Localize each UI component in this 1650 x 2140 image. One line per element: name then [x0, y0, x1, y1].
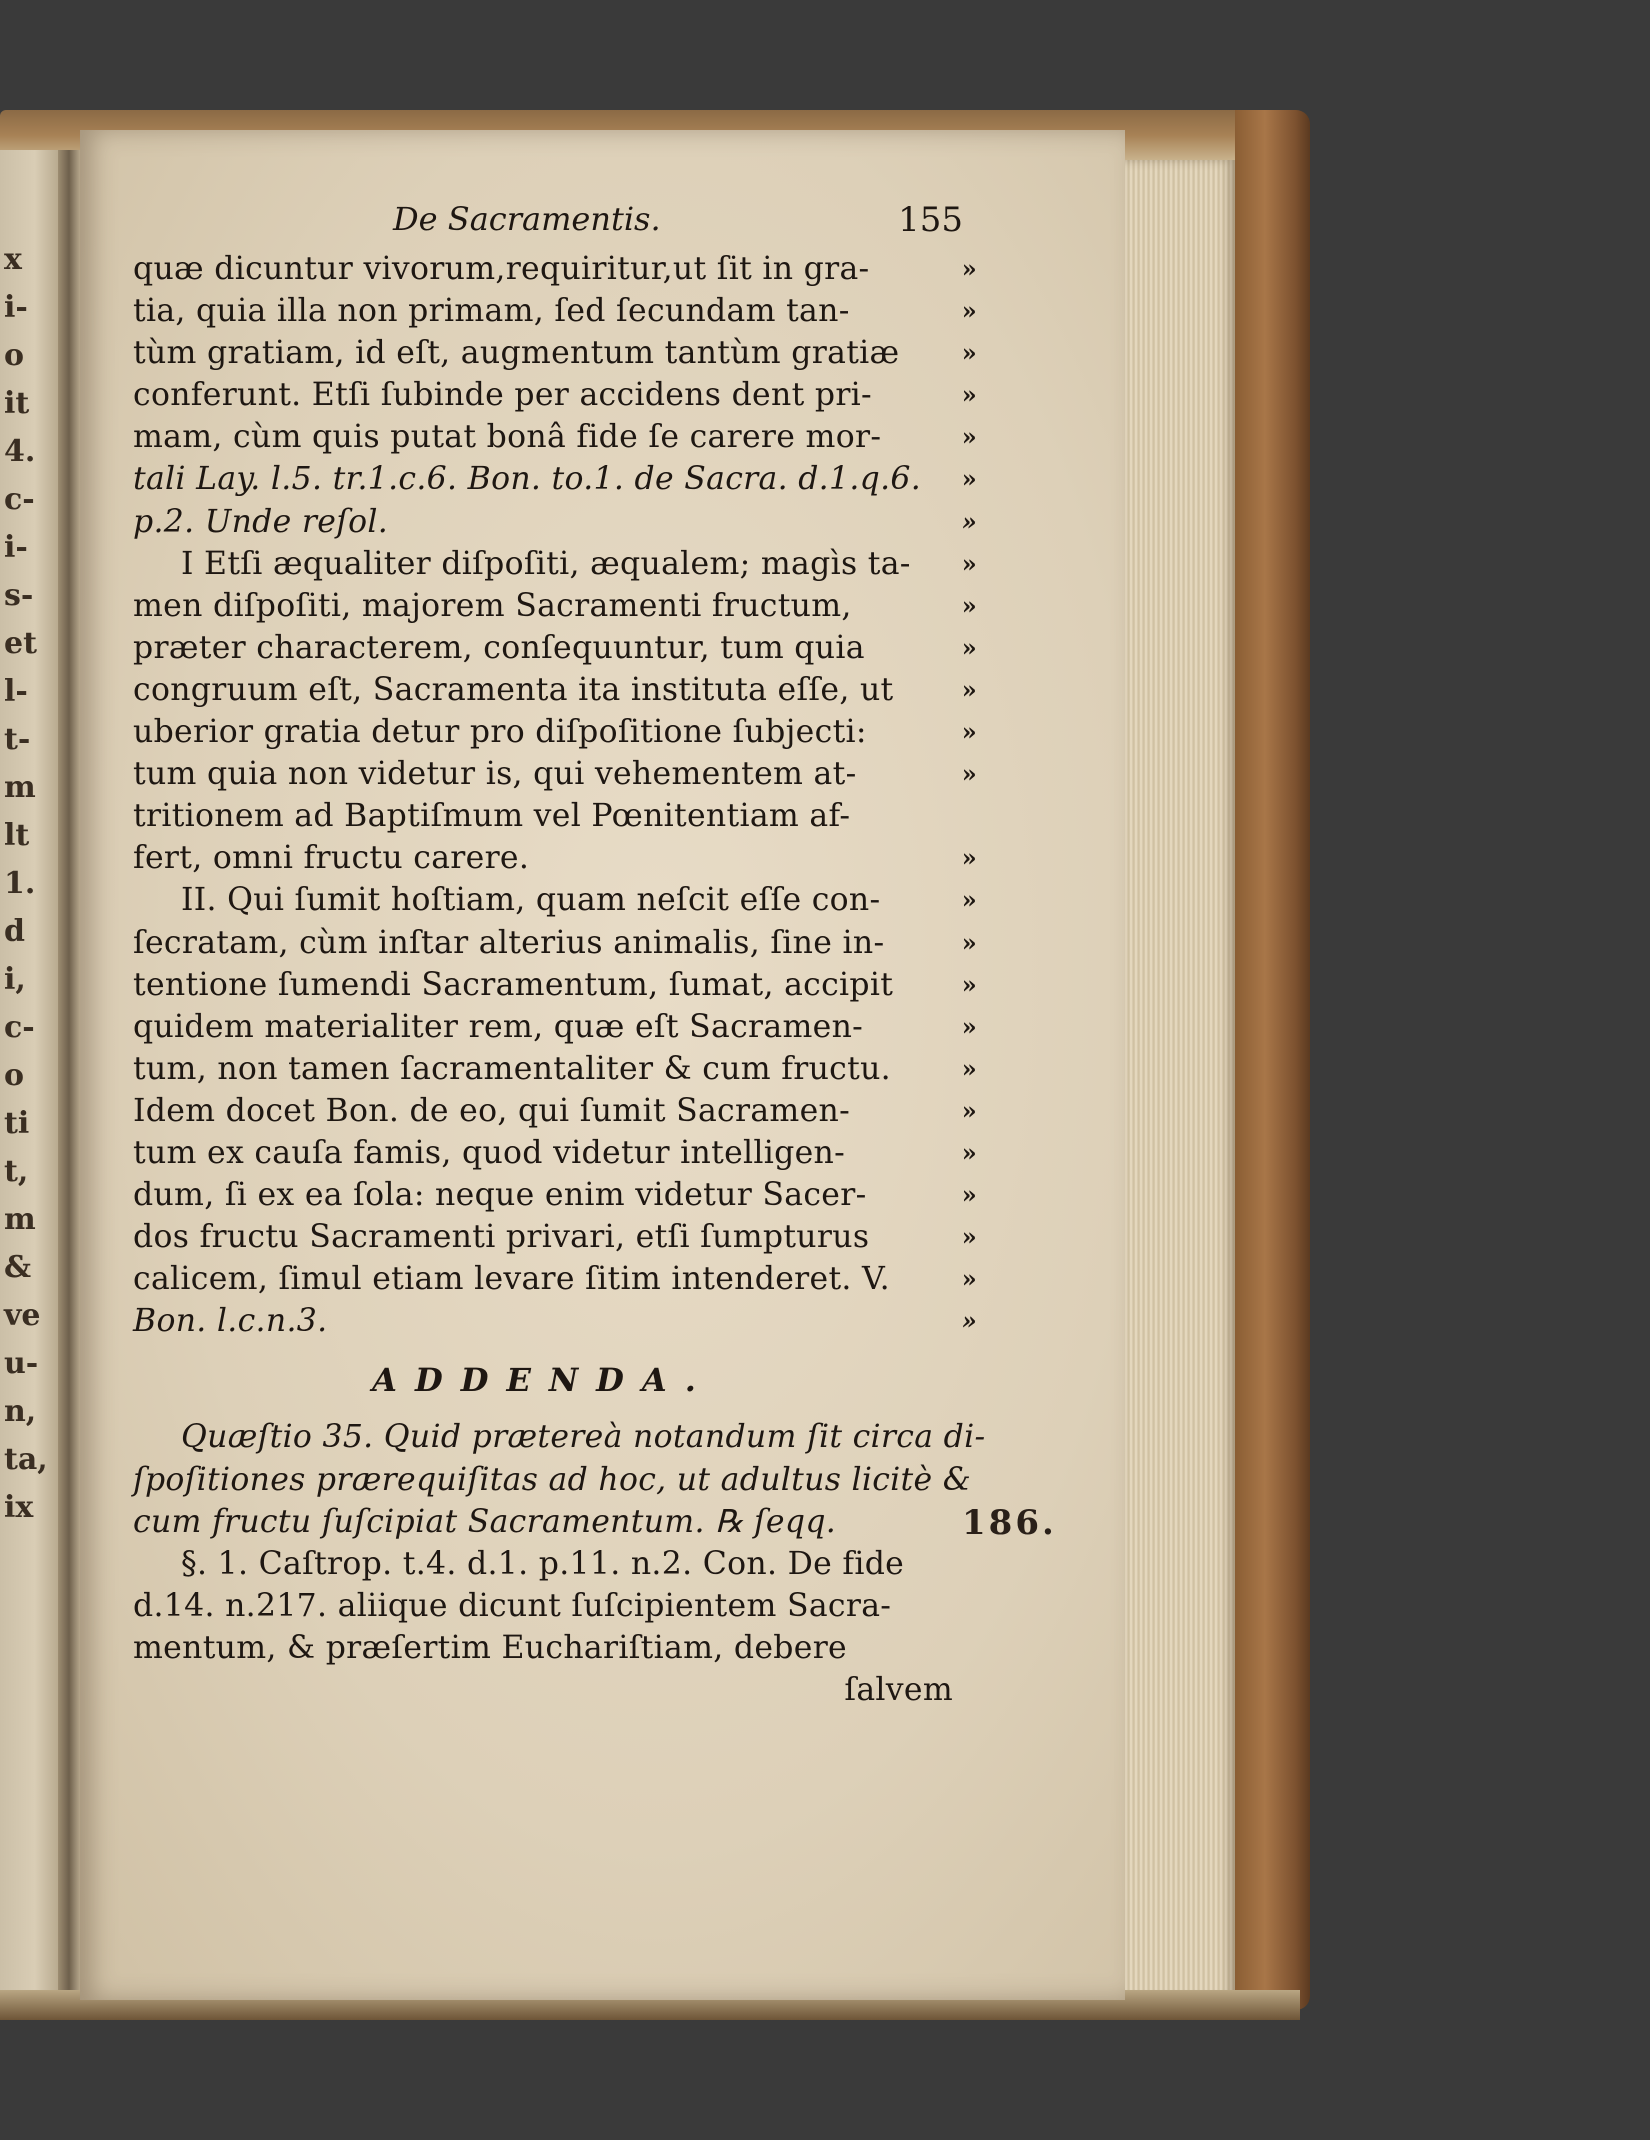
- text-line: [133, 711, 977, 753]
- line-text: quæ dicuntur vivorum,requiritur,ut ſit in gra-: [133, 251, 870, 287]
- side-note-number: 186.: [962, 1503, 1057, 1543]
- quote-mark: »: [961, 843, 977, 873]
- line-text: uberior gratia detur pro diſpoſitione ſubjecti:: [133, 714, 867, 751]
- quote-mark: »: [961, 506, 977, 536]
- left-page-fragment: c-: [4, 1010, 35, 1045]
- page-number: 155: [898, 200, 963, 240]
- line-text: tritionem ad Baptiſmum vel Pœnitentiam af-: [133, 798, 851, 835]
- addenda-line: ſpoſitiones prærequiſitas ad hoc, ut adultus licitè &: [133, 1461, 972, 1498]
- line-text: congruum eſt, Sacramenta ita instituta eſſe, ut: [133, 671, 894, 708]
- left-page-fragment: ta,: [4, 1442, 48, 1477]
- line-text: dos fructu Sacramenti privari, etſi ſumpturus: [133, 1219, 870, 1256]
- book-cover-edge: [1235, 110, 1310, 2010]
- left-page-fragment: d: [4, 914, 25, 949]
- text-line: [133, 837, 977, 879]
- addenda-line: Quæſtio 35. Quid prætereà notandum ſit circa di-: [181, 1419, 986, 1456]
- quote-mark: »: [961, 1053, 977, 1083]
- left-page-fragment: m: [4, 770, 36, 805]
- addenda-line: mentum, & præſertim Euchariſtiam, debere: [133, 1629, 847, 1666]
- text-line: [133, 501, 977, 543]
- left-page-fragment: 1.: [4, 866, 36, 901]
- left-page-fragment: &: [4, 1250, 32, 1285]
- line-text: tùm gratiam, id eſt, augmentum tantùm gratiæ: [133, 335, 900, 372]
- left-page-fragment: c-: [4, 482, 35, 517]
- text-block: [133, 200, 986, 1711]
- text-line: [133, 1090, 977, 1132]
- line-text: p.2. Unde reſol.: [133, 503, 389, 540]
- left-page-fragment: ve: [4, 1298, 41, 1333]
- quote-mark: »: [961, 422, 977, 452]
- line-text: dum, ſi ex ea ſola: neque enim videtur Sacer-: [133, 1177, 867, 1214]
- left-page-fragment: s-: [4, 578, 34, 613]
- addenda-line: cum fructu ſuſcipiat Sacramentum. ℞ ſeqq.: [133, 1503, 837, 1540]
- gutter: [58, 150, 80, 1990]
- line-text: tum, non tamen ſacramentaliter & cum fructu.: [133, 1050, 891, 1087]
- body-text: [133, 248, 977, 1342]
- left-page-fragment: ti: [4, 1106, 30, 1141]
- text-line: [133, 627, 977, 669]
- left-page-fragment: it: [4, 386, 30, 421]
- addenda-text: [133, 1416, 986, 1711]
- line-text: tentione ſumendi Sacramentum, ſumat, accipit: [133, 966, 894, 1003]
- text-line: [133, 374, 977, 416]
- left-page-fragment: 4.: [4, 434, 36, 469]
- left-page-fragment: ix: [4, 1490, 34, 1525]
- text-line: [133, 416, 977, 458]
- quote-mark: »: [961, 1264, 977, 1294]
- line-text: conferunt. Etſi ſubinde per accidens dent pri-: [133, 377, 872, 414]
- addenda-heading: ADDENDA.: [372, 1361, 714, 1400]
- left-page: [0, 150, 58, 1990]
- left-page-fragment: et: [4, 626, 37, 661]
- text-line: [133, 248, 977, 290]
- text-line: [133, 753, 977, 795]
- page-edges: [1125, 160, 1235, 2000]
- text-line: [133, 1258, 977, 1300]
- text-line: [133, 290, 977, 332]
- left-page-fragment: x: [4, 242, 22, 277]
- text-line: [133, 543, 977, 585]
- quote-mark: »: [961, 717, 977, 747]
- line-text: tum quia non videtur is, qui vehementem at-: [133, 756, 857, 793]
- text-line: [133, 964, 977, 1006]
- left-page-fragment: i,: [4, 962, 26, 997]
- left-page-fragment: t,: [4, 1154, 29, 1189]
- left-page-fragment: o: [4, 1058, 25, 1093]
- line-text: Bon. l.c.n.3.: [133, 1303, 328, 1340]
- quote-mark: »: [961, 632, 977, 662]
- quote-mark: »: [961, 674, 977, 704]
- running-title: De Sacramentis.: [393, 200, 661, 238]
- line-text: men diſpoſiti, majorem Sacramenti fructum,: [133, 587, 852, 624]
- line-text: tali Lay. l.5. tr.1.c.6. Bon. to.1. de Sacra. d.1.q.6.: [133, 461, 922, 498]
- quote-mark: »: [961, 1137, 977, 1167]
- left-page-fragment: n,: [4, 1394, 37, 1429]
- text-line: [133, 1174, 977, 1216]
- left-page-fragment: l-: [4, 674, 28, 709]
- quote-mark: »: [961, 380, 977, 410]
- text-line: [133, 332, 977, 374]
- text-line: [133, 1132, 977, 1174]
- line-text: quidem materialiter rem, quæ eſt Sacramen-: [133, 1008, 864, 1045]
- text-line: [133, 879, 977, 921]
- quote-mark: »: [961, 464, 977, 494]
- quote-mark: »: [961, 590, 977, 620]
- left-page-fragment: o: [4, 338, 25, 373]
- left-page-fragment: u-: [4, 1346, 39, 1381]
- text-line: [133, 795, 953, 837]
- addenda-line: §. 1. Caſtrop. t.4. d.1. p.11. n.2. Con. De fide: [181, 1545, 905, 1582]
- line-text: tia, quia illa non primam, ſed ſecundam tan-: [133, 293, 850, 330]
- line-text: mam, cùm quis putat bonâ fide ſe carere mor-: [133, 419, 882, 456]
- left-page-text-fragments: [0, 150, 48, 1990]
- left-page-fragment: lt: [4, 818, 30, 853]
- text-line: [133, 1048, 977, 1090]
- line-text: tum ex cauſa famis, quod videtur intelligen-: [133, 1134, 846, 1171]
- text-line: [133, 669, 977, 711]
- quote-mark: »: [961, 1306, 977, 1336]
- line-text: II. Qui ſumit hoſtiam, quam neſcit eſſe con-: [181, 882, 881, 919]
- quote-mark: »: [961, 338, 977, 368]
- text-line: [133, 1216, 977, 1258]
- quote-mark: »: [961, 1011, 977, 1041]
- left-page-fragment: i-: [4, 290, 28, 325]
- quote-mark: »: [961, 548, 977, 578]
- running-header: [133, 200, 963, 248]
- text-line: [133, 458, 977, 500]
- addenda-line: ſalvem: [844, 1672, 953, 1708]
- text-line: [133, 585, 977, 627]
- line-text: Idem docet Bon. de eo, qui ſumit Sacramen-: [133, 1092, 851, 1129]
- quote-mark: »: [961, 759, 977, 789]
- addenda-line: d.14. n.217. aliique dicunt ſuſcipientem Sacra-: [133, 1587, 892, 1624]
- text-line: [133, 1006, 977, 1048]
- quote-mark: »: [961, 1222, 977, 1252]
- quote-mark: »: [961, 1180, 977, 1210]
- line-text: fert, omni fructu carere.: [133, 840, 530, 877]
- quote-mark: »: [961, 885, 977, 915]
- quote-mark: »: [961, 927, 977, 957]
- text-line: [133, 922, 977, 964]
- quote-mark: »: [961, 296, 977, 326]
- line-text: calicem, ſimul etiam levare ſitim intenderet. V.: [133, 1261, 890, 1298]
- quote-mark: »: [961, 969, 977, 999]
- left-page-fragment: i-: [4, 530, 28, 565]
- quote-mark: »: [961, 1095, 977, 1125]
- quote-mark: »: [961, 254, 977, 283]
- line-text: ſecratam, cùm inſtar alterius animalis, ſine in-: [133, 924, 885, 961]
- line-text: præter characterem, conſequuntur, tum quia: [133, 629, 865, 666]
- left-page-fragment: t-: [4, 722, 31, 757]
- text-line: [133, 1300, 977, 1342]
- line-text: I Etſi æqualiter diſpoſiti, æqualem; magìs ta-: [181, 545, 911, 582]
- left-page-fragment: m: [4, 1202, 36, 1237]
